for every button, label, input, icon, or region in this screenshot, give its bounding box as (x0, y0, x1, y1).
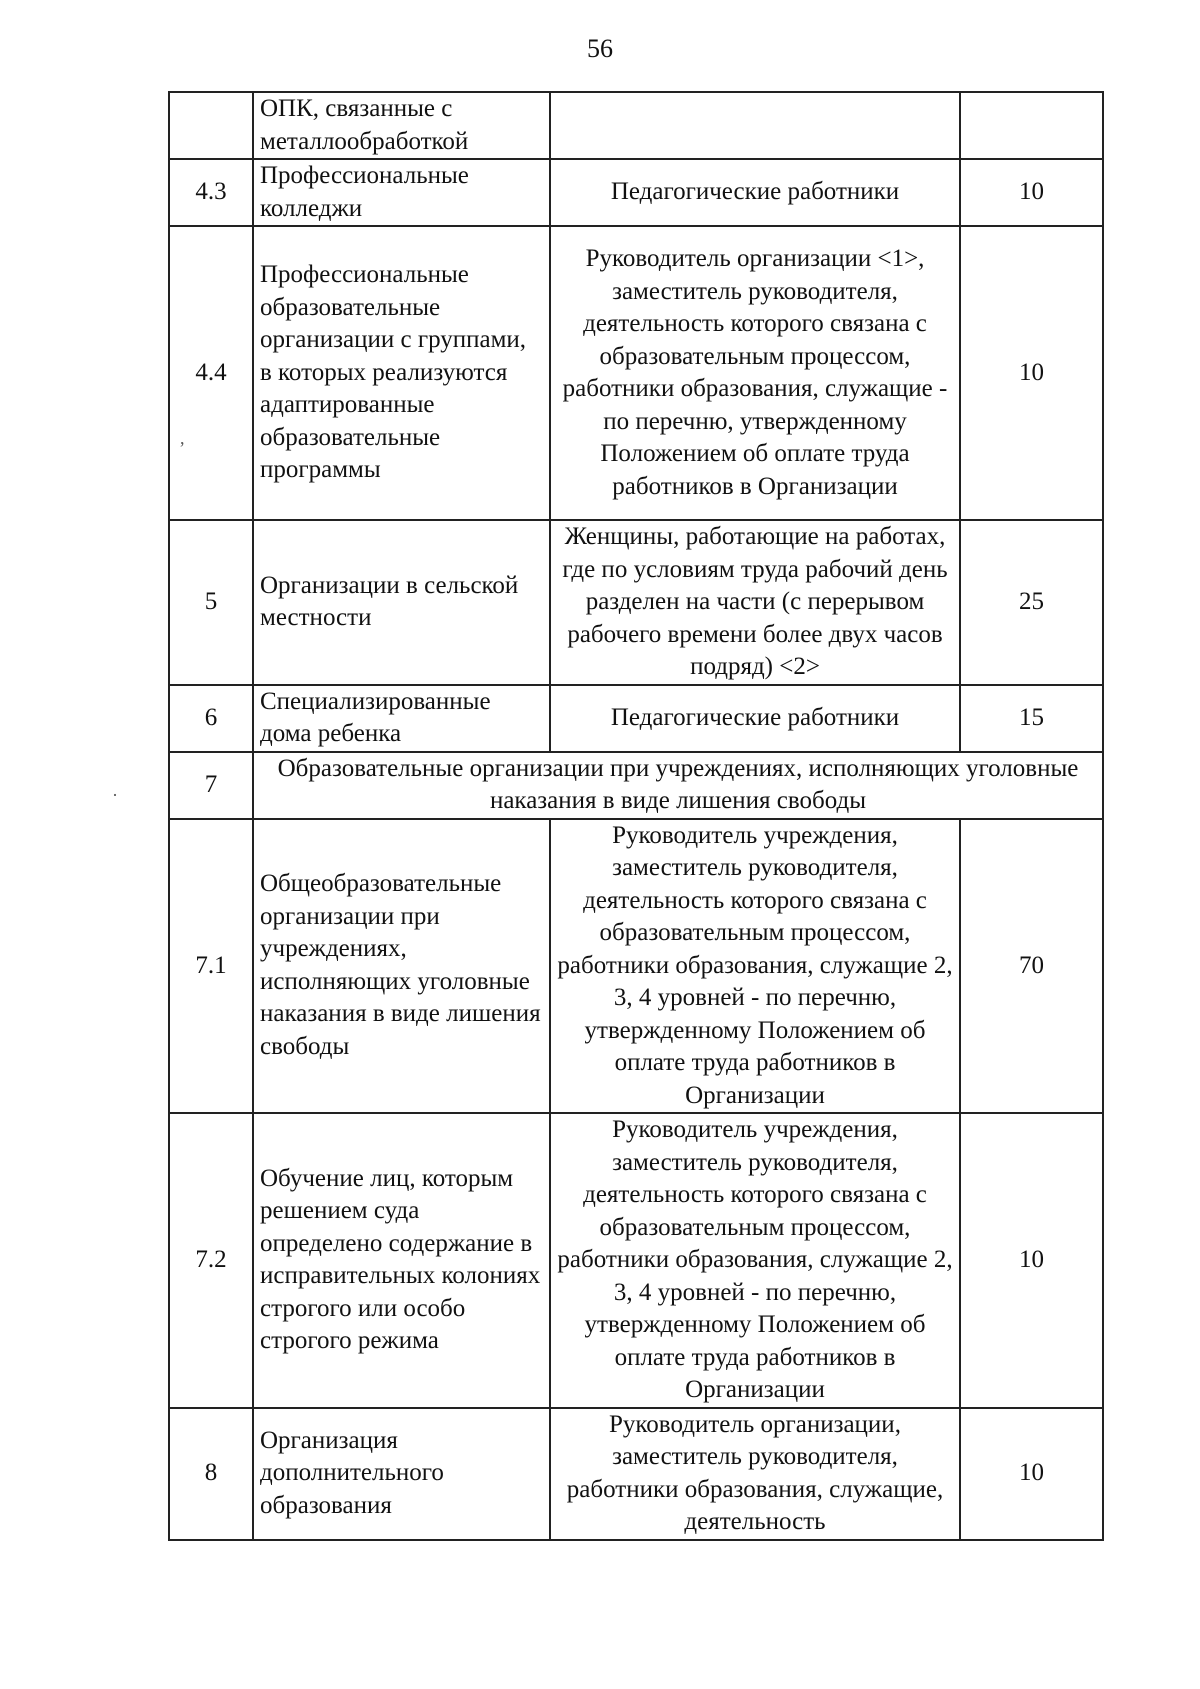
allowance-percent (960, 92, 1103, 159)
table-row (169, 685, 1103, 752)
section-heading: Образовательные организации при учреждениях, исполняющих уголовные наказания в виде лишения свободы (253, 752, 1103, 819)
row-number: 7 (169, 752, 253, 819)
row-number: 5 (169, 520, 253, 685)
employee-category: Руководитель организации <1>, заместитель руководителя, деятельность которого связана с образовательным процессом, работники образования, служащие - по перечню, утвержденному Положением об оплате труда работников в Организации (550, 226, 960, 520)
table-row (169, 752, 1103, 819)
table-row (169, 226, 1103, 520)
allowance-percent: 70 (960, 819, 1103, 1114)
row-number: 7.1 (169, 819, 253, 1114)
row-number: 6 (169, 685, 253, 752)
organization-type: Организация дополнительного образования (253, 1408, 550, 1540)
row-number: 8 (169, 1408, 253, 1540)
employee-category: Педагогические работники (550, 685, 960, 752)
employee-category: Руководитель учреждения, заместитель руководителя, деятельность которого связана с образовательным процессом, работники образования, служащие 2, 3, 4 уровней - по перечню, утвержденному Положением об оплате труда работников в Организации (550, 1113, 960, 1408)
scan-mark: , (180, 428, 185, 448)
organization-type: Обучение лиц, которым решением суда определено содержание в исправительных колониях строгого или особо строгого режима (253, 1113, 550, 1408)
table-row (169, 1113, 1103, 1408)
allowance-percent: 10 (960, 226, 1103, 520)
scan-mark: · (112, 785, 118, 805)
allowance-table (168, 91, 1104, 1541)
table-row (169, 1408, 1103, 1540)
row-number: 4.4 (169, 226, 253, 520)
employee-category: Педагогические работники (550, 159, 960, 226)
allowance-percent: 10 (960, 1113, 1103, 1408)
organization-type: Специализированные дома ребенка (253, 685, 550, 752)
table-row (169, 819, 1103, 1114)
employee-category: Руководитель организации, заместитель руководителя, работники образования, служащие, деятельность (550, 1408, 960, 1540)
table-row (169, 159, 1103, 226)
employee-category (550, 92, 960, 159)
page-number: 56 (587, 34, 613, 63)
organization-type: Профессиональные образовательные организации с группами, в которых реализуются адаптированные образовательные программы (253, 226, 550, 520)
row-number: 7.2 (169, 1113, 253, 1408)
allowance-percent: 15 (960, 685, 1103, 752)
allowance-percent: 10 (960, 159, 1103, 226)
employee-category: Женщины, работающие на работах, где по условиям труда рабочий день разделен на части (с перерывом рабочего времени более двух часов подряд) <2> (550, 520, 960, 685)
organization-type: Профессиональные колледжи (253, 159, 550, 226)
employee-category: Руководитель учреждения, заместитель руководителя, деятельность которого связана с образовательным процессом, работники образования, служащие 2, 3, 4 уровней - по перечню, утвержденному Положением об оплате труда работников в Организации (550, 819, 960, 1114)
organization-type: ОПК, связанные с металлообработкой (253, 92, 550, 159)
table-row (169, 520, 1103, 685)
organization-type: Организации в сельской местности (253, 520, 550, 685)
table-row (169, 92, 1103, 159)
allowance-percent: 10 (960, 1408, 1103, 1540)
allowance-percent: 25 (960, 520, 1103, 685)
row-number (169, 92, 253, 159)
organization-type: Общеобразовательные организации при учреждениях, исполняющих уголовные наказания в виде лишения свободы (253, 819, 550, 1114)
row-number: 4.3 (169, 159, 253, 226)
